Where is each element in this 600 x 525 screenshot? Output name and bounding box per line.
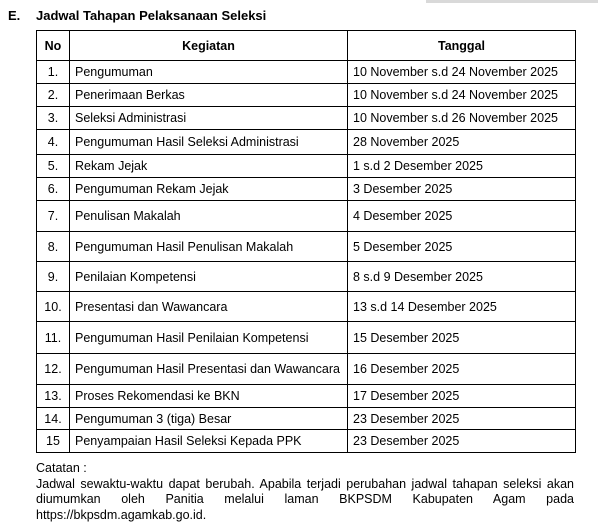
section-letter: E. <box>8 8 21 23</box>
header-kegiatan: Kegiatan <box>70 31 348 61</box>
row-no: 13. <box>37 385 70 408</box>
table-row <box>37 262 576 292</box>
row-tanggal: 15 Desember 2025 <box>348 322 576 354</box>
row-no: 11. <box>37 322 70 354</box>
table-row <box>37 107 576 130</box>
notes-text: Jadwal sewaktu-waktu dapat berubah. Apabila terjadi perubahan jadwal tahapan seleksi akan diumumkan oleh Panitia melalui laman BKPSDM Kabupaten Agam pada https://bkpsdm.agamkab.go.id. <box>36 476 574 522</box>
row-tanggal: 23 Desember 2025 <box>348 408 576 430</box>
row-no: 7. <box>37 201 70 232</box>
row-no: 4. <box>37 130 70 155</box>
row-kegiatan: Rekam Jejak <box>70 155 348 178</box>
row-tanggal: 4 Desember 2025 <box>348 201 576 232</box>
row-kegiatan: Penerimaan Berkas <box>70 84 348 107</box>
table-row <box>37 61 576 84</box>
row-no: 6. <box>37 178 70 201</box>
row-tanggal: 10 November s.d 24 November 2025 <box>348 84 576 107</box>
row-no: 3. <box>37 107 70 130</box>
table-row <box>37 84 576 107</box>
header-tanggal: Tanggal <box>348 31 576 61</box>
table-row <box>37 130 576 155</box>
table-body <box>37 61 576 453</box>
row-tanggal: 28 November 2025 <box>348 130 576 155</box>
table-row <box>37 322 576 354</box>
row-kegiatan: Pengumuman Hasil Penilaian Kompetensi <box>70 322 348 354</box>
table-row <box>37 178 576 201</box>
row-tanggal: 10 November s.d 26 November 2025 <box>348 107 576 130</box>
row-no: 8. <box>37 232 70 262</box>
row-no: 15 <box>37 430 70 453</box>
row-kegiatan: Seleksi Administrasi <box>70 107 348 130</box>
table-row <box>37 292 576 322</box>
table-row <box>37 385 576 408</box>
table-row <box>37 354 576 385</box>
row-no: 10. <box>37 292 70 322</box>
row-kegiatan: Presentasi dan Wawancara <box>70 292 348 322</box>
row-no: 12. <box>37 354 70 385</box>
row-tanggal: 10 November s.d 24 November 2025 <box>348 61 576 84</box>
table-row <box>37 201 576 232</box>
table-row <box>37 155 576 178</box>
schedule-table <box>36 30 576 453</box>
section-title-text: Jadwal Tahapan Pelaksanaan Seleksi <box>36 8 267 23</box>
header-no: No <box>37 31 70 61</box>
row-no: 1. <box>37 61 70 84</box>
table-row <box>37 408 576 430</box>
row-kegiatan: Pengumuman 3 (tiga) Besar <box>70 408 348 430</box>
row-kegiatan: Penilaian Kompetensi <box>70 262 348 292</box>
row-kegiatan: Pengumuman Hasil Penulisan Makalah <box>70 232 348 262</box>
row-tanggal: 8 s.d 9 Desember 2025 <box>348 262 576 292</box>
row-tanggal: 17 Desember 2025 <box>348 385 576 408</box>
section-heading <box>8 8 266 23</box>
row-no: 14. <box>37 408 70 430</box>
row-no: 9. <box>37 262 70 292</box>
row-tanggal: 23 Desember 2025 <box>348 430 576 453</box>
row-tanggal: 16 Desember 2025 <box>348 354 576 385</box>
row-no: 5. <box>37 155 70 178</box>
row-tanggal: 5 Desember 2025 <box>348 232 576 262</box>
row-tanggal: 1 s.d 2 Desember 2025 <box>348 155 576 178</box>
row-kegiatan: Pengumuman Hasil Presentasi dan Wawancara <box>70 354 348 385</box>
notes-heading: Catatan : <box>36 461 87 475</box>
row-kegiatan: Pengumuman Rekam Jejak <box>70 178 348 201</box>
notes-block <box>36 461 574 523</box>
row-kegiatan: Pengumuman Hasil Seleksi Administrasi <box>70 130 348 155</box>
top-edge-bar <box>426 0 598 3</box>
row-no: 2. <box>37 84 70 107</box>
row-kegiatan: Penyampaian Hasil Seleksi Kepada PPK <box>70 430 348 453</box>
table-row <box>37 232 576 262</box>
row-tanggal: 13 s.d 14 Desember 2025 <box>348 292 576 322</box>
table-row <box>37 430 576 453</box>
row-kegiatan: Proses Rekomendasi ke BKN <box>70 385 348 408</box>
row-kegiatan: Pengumuman <box>70 61 348 84</box>
row-tanggal: 3 Desember 2025 <box>348 178 576 201</box>
row-kegiatan: Penulisan Makalah <box>70 201 348 232</box>
table-header-row <box>37 31 576 61</box>
